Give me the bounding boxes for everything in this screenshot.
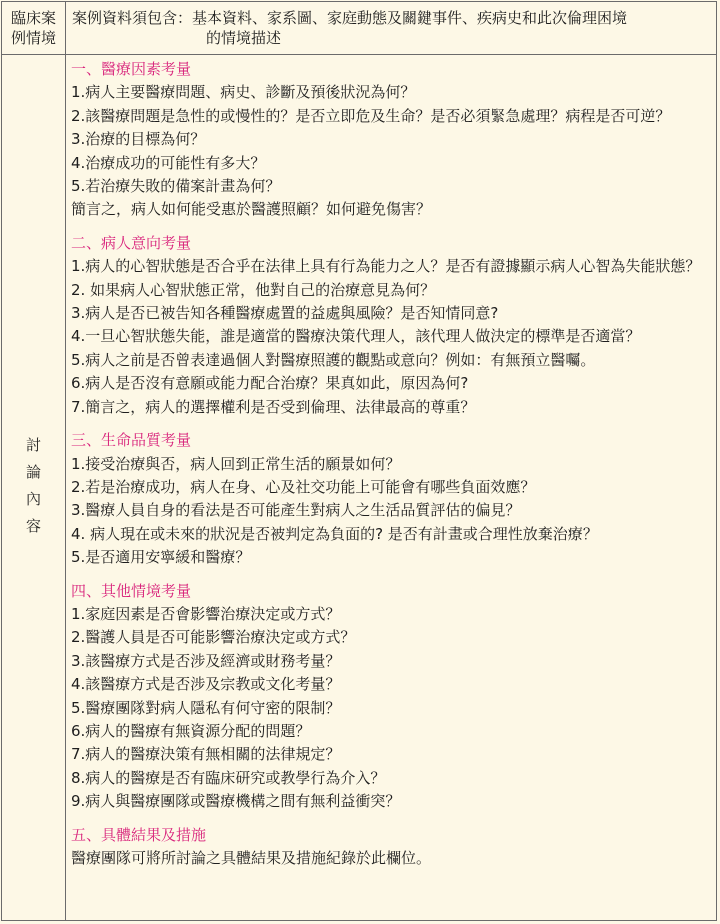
discussion-content-label	[2, 432, 65, 540]
header-content-line2: 的情境描述	[206, 29, 282, 47]
list-item: 1.接受治療與否，病人回到正常生活的願景如何？	[71, 454, 401, 473]
list-item: 5.是否適用安寧緩和醫療？	[71, 548, 251, 567]
list-item: 4.該醫療方式是否涉及宗教或文化考量？	[71, 675, 341, 694]
list-item: 1.家庭因素是否會影響治療決定或方式？	[71, 604, 341, 623]
section-title: 一、醫療因素考量	[71, 60, 192, 78]
side-label-char: 容	[25, 517, 41, 535]
row-divider	[2, 54, 716, 55]
ethics-case-table	[1, 1, 717, 921]
section-contextual-factors	[71, 580, 716, 814]
section-outcomes-and-measures	[71, 824, 716, 871]
list-item: 6.病人的醫療有無資源分配的問題？	[71, 721, 311, 740]
section-patient-preferences	[71, 232, 716, 419]
header-label-line1: 臨床案	[10, 9, 56, 27]
list-item: 6.病人是否沒有意願或能力配合治療？果真如此，原因為何?	[71, 374, 469, 393]
list-item: 2.醫護人員是否可能影響治療決定或方式？	[71, 628, 356, 647]
discussion-content-cell	[71, 58, 716, 870]
list-item: 4.治療成功的可能性有多大？	[71, 153, 266, 172]
list-item: 5.若治療失敗的備案計畫為何？	[71, 177, 281, 196]
list-item: 4.一旦心智狀態失能，誰是適當的醫療決策代理人，該代理人做決定的標準是否適當？	[71, 327, 641, 346]
list-item: 7.簡言之，病人的選擇權利是否受到倫理、法律最高的尊重？	[71, 397, 476, 416]
header-content-line1: 案例資料須包含：基本資料、家系圖、家庭動態及關鍵事件、疾病史和此次倫理困境	[72, 9, 628, 27]
side-label-char: 討	[25, 436, 41, 454]
list-item: 醫療團隊可將所討論之具體結果及措施紀錄於此欄位。	[71, 849, 432, 867]
list-item: 3.醫療人員自身的看法是否可能產生對病人之生活品質評估的偏見？	[71, 501, 521, 520]
list-item: 9.病人與醫療團隊或醫療機構之間有無利益衝突？	[71, 792, 401, 811]
list-item: 3.該醫療方式是否涉及經濟或財務考量？	[71, 651, 341, 670]
section-title: 二、病人意向考量	[71, 233, 192, 252]
side-label-char: 內	[25, 490, 41, 508]
section-title: 五、具體結果及措施	[71, 825, 207, 844]
list-item: 3.治療的目標為何？	[71, 130, 206, 149]
list-item: 7.病人的醫療決策有無相關的法律規定？	[71, 745, 341, 764]
column-divider	[65, 2, 66, 920]
list-item: 1.病人的心智狀態是否合乎在法律上具有行為能力之人？是否有證據顯示病人心智為失能狀態？	[71, 257, 701, 276]
list-item: 4. 病人現在或未來的狀況是否被判定為負面的? 是否有計畫或合理性放棄治療？	[71, 524, 598, 543]
list-item: 5.醫療團隊對病人隱私有何守密的限制？	[71, 698, 341, 717]
list-item: 簡言之，病人如何能受惠於醫護照顧？如何避免傷害？	[71, 200, 432, 219]
section-quality-of-life	[71, 429, 716, 569]
list-item: 8.病人的醫療是否有臨床研究或教學行為介入？	[71, 768, 386, 787]
list-item: 2. 如果病人心智狀態正常，他對自己的治療意見為何？	[71, 280, 436, 299]
header-label-line2: 例情境	[10, 29, 56, 47]
header-content-cell	[72, 8, 712, 48]
side-label-char: 論	[25, 463, 41, 481]
header-label-cell	[2, 2, 65, 54]
section-title: 四、其他情境考量	[71, 581, 192, 600]
list-item: 1.病人主要醫療問題、病史、診斷及預後狀況為何？	[71, 83, 416, 102]
section-medical-factors	[71, 58, 716, 222]
list-item: 3.病人是否已被告知各種醫療處置的益處與風險？是否知情同意?	[71, 304, 499, 323]
list-item: 2.該醫療問題是急性的或慢性的？是否立即危及生命？是否必須緊急處理？病程是否可逆？	[71, 106, 671, 125]
list-item: 2.若是治療成功，病人在身、心及社交功能上可能會有哪些負面效應？	[71, 477, 536, 496]
section-title: 三、生命品質考量	[71, 431, 192, 450]
list-item: 5.病人之前是否曾表達過個人對醫療照護的觀點或意向？例如：有無預立醫囑。	[71, 350, 596, 369]
